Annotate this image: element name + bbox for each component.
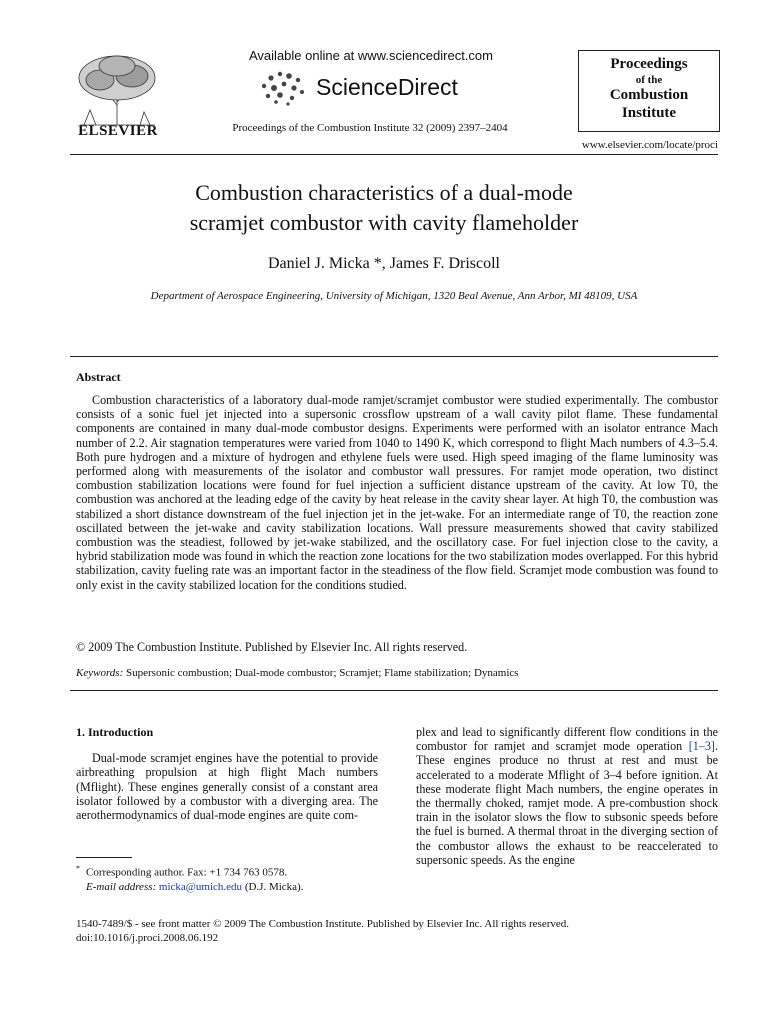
journal-box-line-4: Institute — [621, 105, 677, 122]
journal-box-line-1: Proceedings — [610, 56, 688, 72]
header-divider — [70, 154, 718, 155]
journal-citation: Proceedings of the Combustion Institute 32 (2009) 2397–2404 — [232, 122, 508, 134]
footnote — [76, 862, 378, 894]
footnote-rule — [76, 857, 132, 858]
title-line-1: Combustion characteristics of a dual-mode — [195, 180, 573, 205]
journal-url[interactable]: www.elsevier.com/locate/proci — [581, 139, 718, 151]
right-column — [416, 725, 718, 867]
publisher-name: ELSEVIER — [78, 123, 158, 139]
footnote-corresponding — [76, 862, 378, 880]
abstract-body — [76, 393, 718, 592]
corresponding-author: Corresponding author. Fax: +1 734 763 0578. — [86, 866, 288, 879]
keywords — [76, 667, 718, 679]
title-line-2: scramjet combustor with cavity flameholder — [189, 210, 579, 235]
left-column — [76, 725, 378, 822]
section-heading: 1. Introduction — [76, 725, 154, 739]
abstract-bottom-rule — [70, 690, 718, 691]
front-matter — [76, 917, 718, 945]
footnote-marker: * — [76, 864, 80, 873]
article-title — [100, 178, 668, 238]
doi[interactable]: doi:10.1016/j.proci.2008.06.192 — [76, 932, 219, 944]
intro-continued-part-2: . These engines produce no thrust at rest and must be accelerated to a moderate Mflight of 3–4 before ignition. At these moderate flight Mach numbers, the engine operates in the thermally choked, ramjet mode. A pre-combustion shock train in the isolator slows the flow to subsonic speeds before the fuel is burned. A thermal throat in the diverging section of the combustor allows the exhaust to be reaccelerated to supersonic speeds. As the engine — [416, 739, 718, 867]
footnote-email-line — [76, 880, 378, 894]
email-link[interactable]: micka@umich.edu — [158, 880, 243, 893]
reference-link[interactable]: [1–3] — [688, 739, 715, 754]
abstract-heading: Abstract — [76, 370, 121, 384]
available-online-text: Available online at www.sciencedirect.com — [249, 48, 493, 63]
abstract-text: Combustion characteristics of a laboratory dual-mode ramjet/scramjet combustor were studied experimentally. The combustor consists of a sonic fuel jet injected into a supersonic crossflow upstream of a wall cavity pilot flame. These fundamental components are contained in many dual-mode combustor designs. Experiments were performed with an isolator entrance Mach number of 2.2. Air stagnation temperatures were varied from 1040 to 1490 K, which correspond to flight Mach numbers of 4.3–5.4. Both pure hydrogen and a mixture of hydrogen and ethylene fuels were used. High speed imaging of the flame luminosity was performed along with measurements of the isolator and combustor wall pressures. For ramjet mode operation, two distinct combustion stabilization locations were found for fuel injection a sufficient distance upstream of the cavity. At low T0, the combustion was anchored at the leading edge of the cavity by heat release in the cavity shear layer. At high T0, the combustion was stabilized a short distance downstream of the fuel injection jet in the jet-wake. For an intermediate range of T0, the reaction zone oscillated between the jet-wake and cavity stabilization locations. Wall pressure measurements showed that cavity stabilized combustion was the steadiest, followed by jet-wake stabilized, and the oscillatory case. For fuel injection close to the cavity, a hybrid stabilization mode was found in which the reaction zone locations for the two stabilization modes overlapped. For this hybrid stabilization, cavity fueling rate was an important factor in the steadiness of the flow field. Scramjet mode combustion was found to only exist in the cavity stabilized location for the conditions studied. — [76, 393, 718, 592]
intro-continued — [416, 725, 718, 867]
sciencedirect-wordmark: ScienceDirect — [316, 74, 458, 100]
journal-name-box — [578, 50, 720, 132]
front-matter-line-1: 1540-7489/$ - see front matter © 2009 The Combustion Institute. Published by Elsevier Inc. All rights reserved. — [76, 918, 569, 930]
journal-box-line-2: of the — [635, 73, 663, 86]
email-suffix: (D.J. Micka). — [242, 880, 304, 893]
keywords-label: Keywords: — [76, 667, 124, 679]
authors: Daniel J. Micka *, James F. Driscoll — [267, 255, 500, 272]
intro-continued-part-1: plex and lead to significantly different flow conditions in the combustor for ramjet and scramjet mode operation — [416, 725, 718, 754]
abstract-copyright: © 2009 The Combustion Institute. Published by Elsevier Inc. All rights reserved. — [76, 640, 468, 654]
email-label: E-mail address: — [86, 880, 157, 893]
intro-paragraph: Dual-mode scramjet engines have the potential to provide airbreathing propulsion at high flight Mach numbers (Mflight). These engines generally consist of a constant area isolator followed by a combustor with a diverging area. The aerothermodynamics of dual-mode engines are quite com- — [76, 751, 378, 823]
affiliation: Department of Aerospace Engineering, University of Michigan, 1320 Beal Avenue, Ann Arbor, MI 48109, USA — [150, 290, 638, 302]
abstract-top-rule — [70, 356, 718, 357]
journal-box-line-3: Combustion — [609, 87, 689, 104]
elsevier-tree-logo — [70, 50, 165, 128]
keywords-list: Supersonic combustion; Dual-mode combustor; Scramjet; Flame stabilization; Dynamics — [126, 667, 519, 679]
